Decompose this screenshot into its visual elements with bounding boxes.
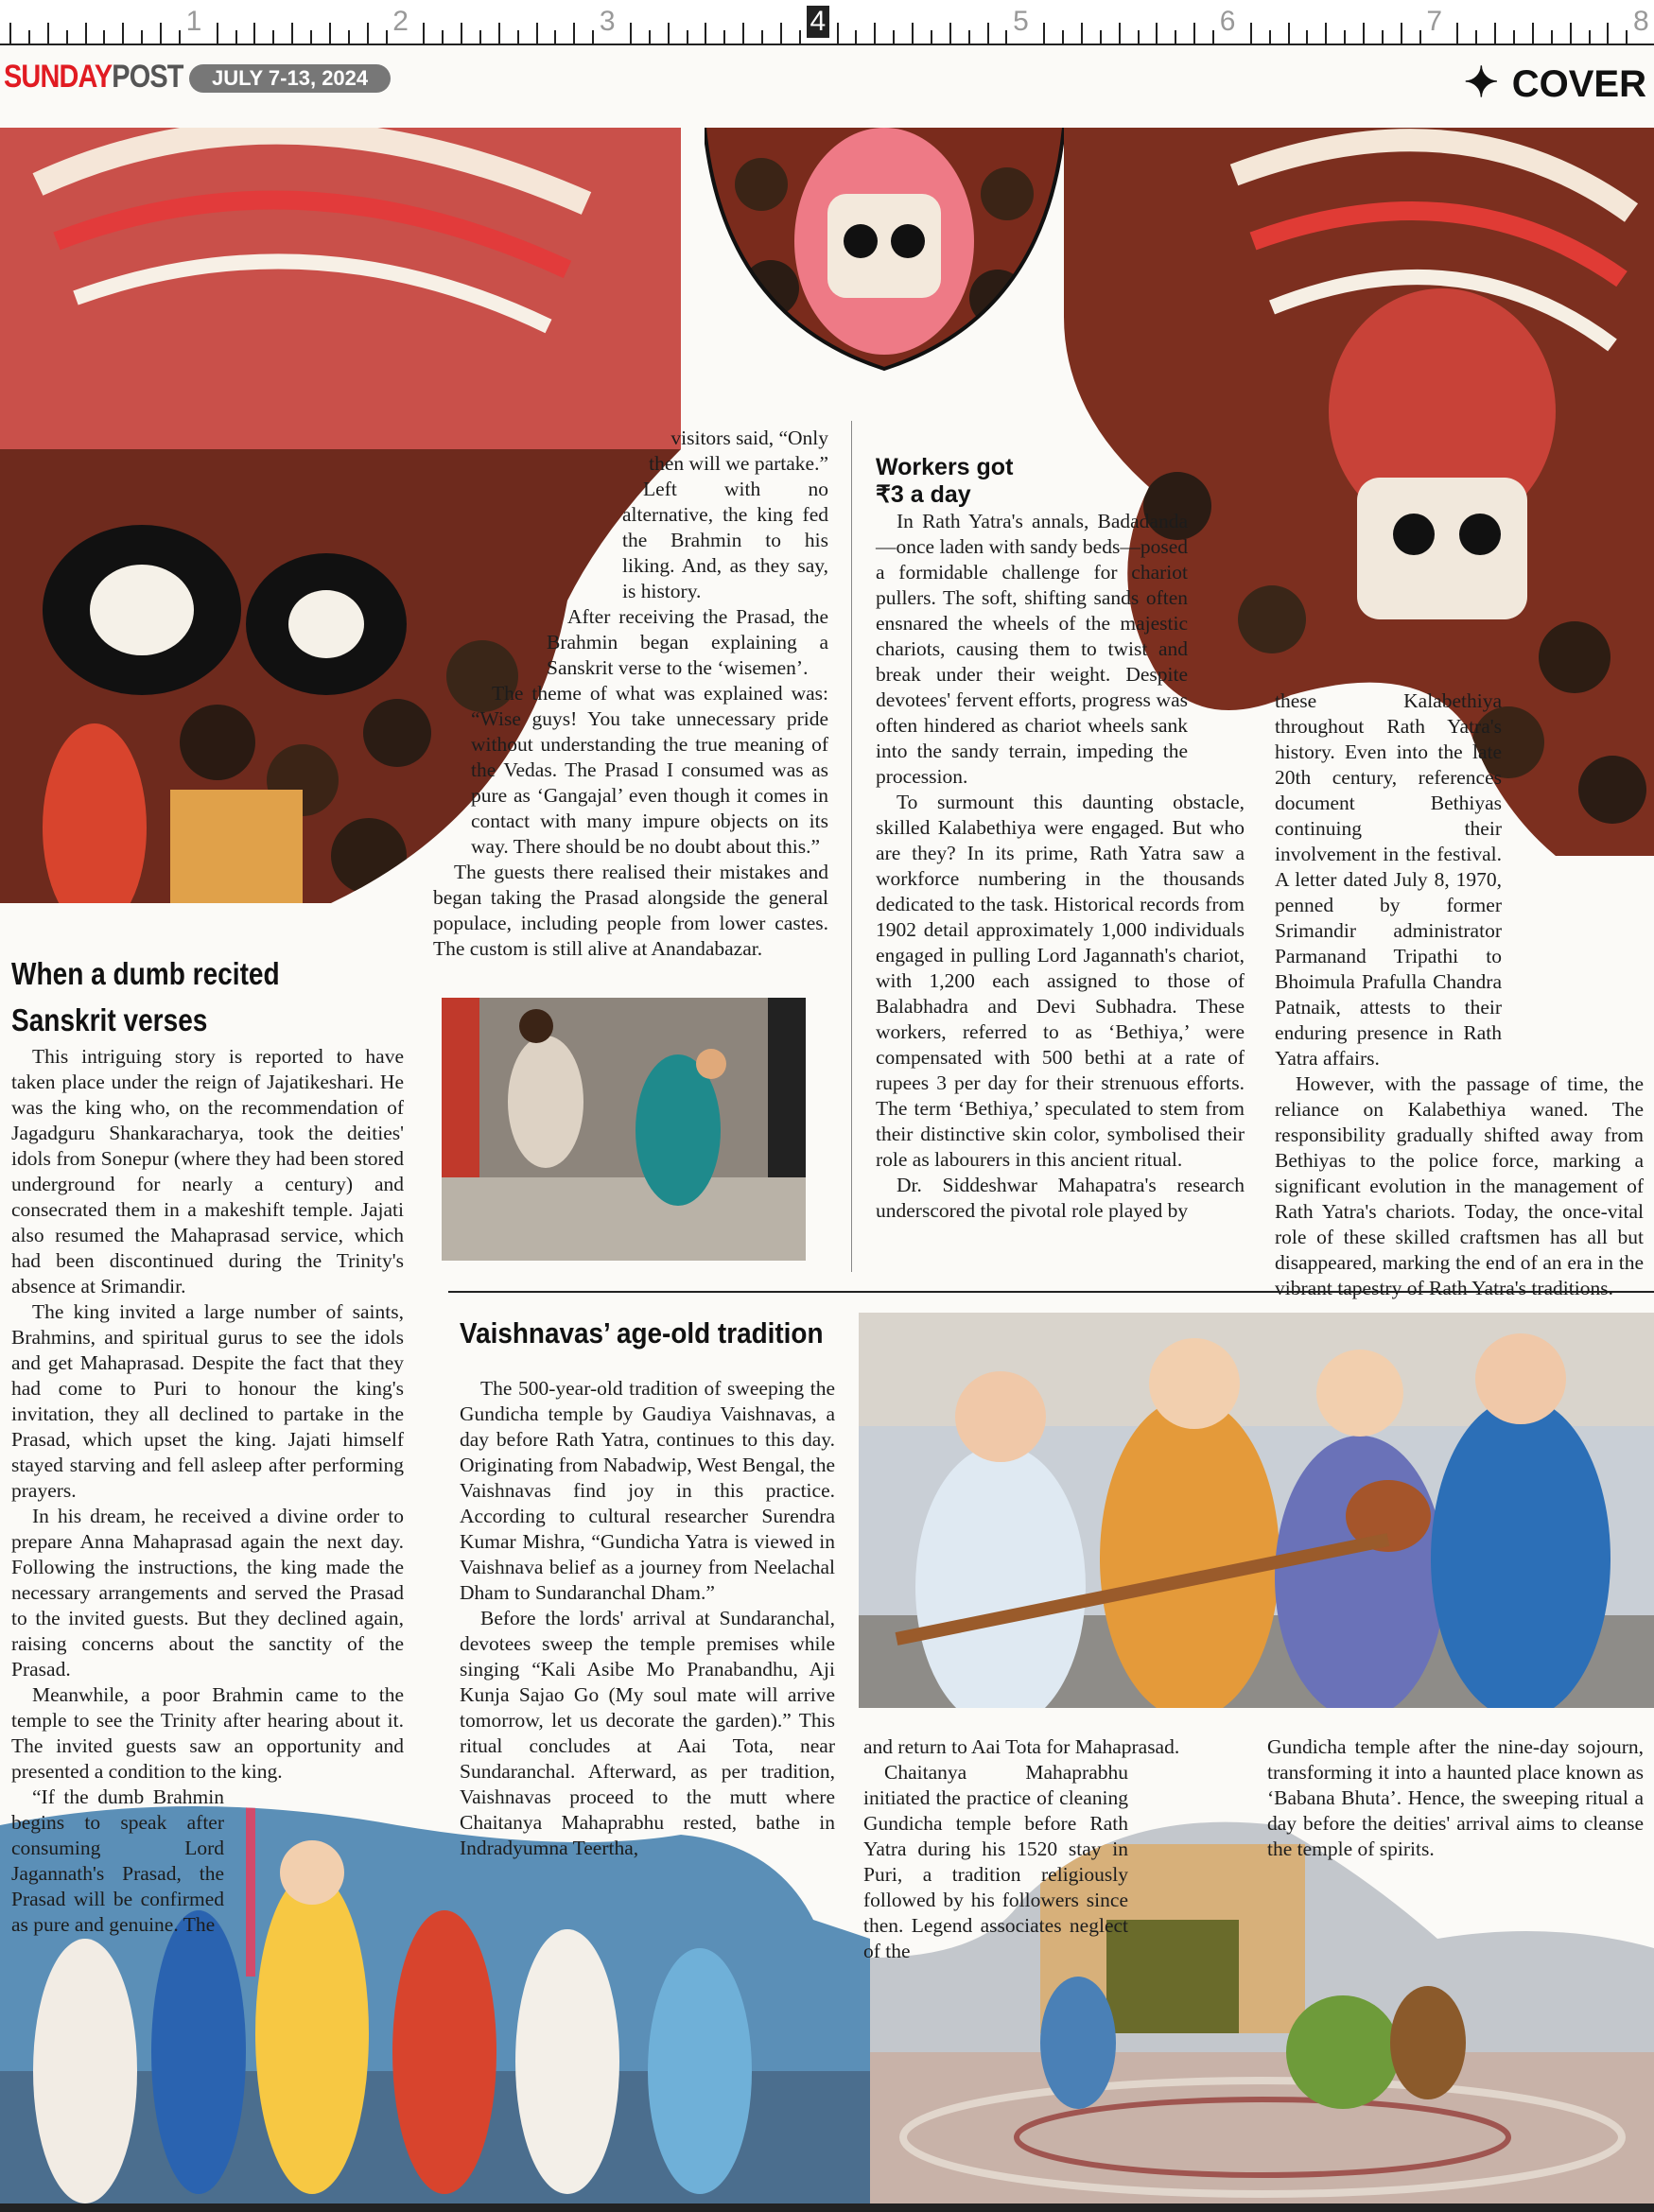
ruler-tick: [1119, 23, 1121, 44]
ruler-tick: [103, 30, 105, 44]
ruler-tick: [217, 23, 218, 44]
ruler-tick: [386, 30, 388, 44]
brand-sunday: SUNDAY: [4, 59, 113, 95]
ruler-tick: [780, 23, 782, 44]
ruler-tick: [1607, 23, 1609, 44]
ruler-number: 6: [1219, 6, 1236, 37]
ruler-tick: [1589, 30, 1591, 44]
ruler-number: 2: [392, 6, 409, 37]
ruler-tick: [235, 30, 237, 44]
ruler-tick: [160, 23, 162, 44]
paragraph: Gundicha temple after the nine-day sojourn, transforming it into a haunted place known as ‘Babana Bhuta’. Hence, the sweeping ritual a day before the deities' arrival aims to cleanse the temple of spirits.: [1267, 1735, 1644, 1860]
ruler-number: 1: [185, 6, 202, 37]
brand-post: POST: [112, 59, 183, 95]
paragraph: In Rath Yatra's annals, Badadanda—once laden with sandy beds—posed a formidable challenge for chariot pullers. The soft, shifting sands often ensnared the wheels of the majestic chariots, causing them to twist and break under their weight. Despite devotees' fervent efforts, progress was often hindered as chariot wheels sank into the sandy terrain, impeding the procession.: [876, 510, 1188, 788]
ruler-tick: [1081, 23, 1083, 44]
ruler-tick: [837, 23, 839, 44]
column-vaishnavas-3: [1267, 1734, 1644, 1862]
section-name: COVER: [1511, 63, 1646, 105]
ruler-tick: [1401, 23, 1402, 44]
ruler-tick: [1100, 30, 1102, 44]
paragraph: “If the dumb Brahmin begins to speak after consuming Lord Jagannath's Prasad, the Prasad will be confirmed as pure and genuine. The: [11, 1785, 224, 1936]
ruler-tick: [28, 30, 30, 44]
heading-line: Workers got: [876, 454, 1014, 480]
ruler-tick: [461, 23, 462, 44]
ruler-tick: [1193, 23, 1195, 44]
paragraph: Left with no alternative, the king fed the Brahmin to his liking. And, as they say, is history.: [622, 478, 828, 602]
paragraph: Meanwhile, a poor Brahmin came to the temple to see the Trinity after hearing about it. The invited guests saw an opportunity and presented a condition to the king.: [11, 1683, 404, 1783]
ruler-tick: [987, 23, 989, 44]
ruler-tick: [517, 30, 519, 44]
paragraph: The theme of what was explained was: “Wise guys! You take unnecessary pride without understanding the true meaning of the Vedas. The Prasad I consumed was as pure as ‘Gangajal’ even though it comes in contact with many impure objects on its way. There should be no doubt about this.”: [471, 682, 828, 858]
ruler-tick: [1382, 30, 1384, 44]
ruler-tick: [1175, 30, 1176, 44]
ruler-tick: [367, 23, 369, 44]
ruler-tick: [630, 23, 632, 44]
ruler-tick: [310, 30, 312, 44]
brand-logo: [4, 59, 183, 96]
issue-date: JULY 7-13, 2024: [189, 64, 391, 93]
ruler-tick: [949, 23, 951, 44]
section-label: [1464, 59, 1646, 107]
ruler-tick: [141, 30, 143, 44]
ruler-tick: [348, 30, 350, 44]
paragraph: Dr. Siddeshwar Mahapatra's research underscored the pivotal role played by: [876, 1174, 1245, 1222]
heading-dumb-brahmin: [11, 950, 349, 1043]
ruler-tick: [1288, 23, 1290, 44]
column-vaishnavas: [460, 1376, 835, 1861]
ruler-tick: [1212, 30, 1214, 44]
paragraph: these Kalabethiya throughout Rath Yatra's history. Even into the late 20th century, references document Bethiyas continuing their involvement in the festival. A letter dated July 8, 1970, penned by former Srimandir administrator Parmanand Tripathi to Bhoimula Prafulla Chandra Patnaik, attests to their enduring presence in Rath Yatra affairs.: [1275, 689, 1502, 1070]
ruler-tick: [423, 23, 425, 44]
ruler-tick: [874, 23, 876, 44]
ruler-tick: [931, 30, 932, 44]
ruler-tick: [1363, 23, 1365, 44]
ruler-tick: [1138, 30, 1140, 44]
ruler-tick: [1513, 30, 1515, 44]
ruler-tick: [47, 23, 49, 44]
ruler-tick: [687, 30, 688, 44]
heading-line: ₹3 a day: [876, 481, 971, 508]
paragraph: In his dream, he received a divine order to prepare Anna Mahaprasad again the next day. Following the instructions, the king made the necessary arrangements and served the Prasad to the invited guests. But they declined again, raising concerns about the sanctity of the Prasad.: [11, 1505, 404, 1681]
ruler-tick: [1532, 23, 1534, 44]
ruler-tick: [1570, 23, 1572, 44]
compass-star-icon: ✦: [1463, 60, 1499, 106]
ruler-tick: [912, 23, 914, 44]
ruler-tick: [479, 30, 481, 44]
ruler-tick: [1419, 30, 1421, 44]
ruler-tick: [723, 30, 725, 44]
photo-deity-circle: [705, 128, 1064, 374]
ruler-tick: [85, 23, 87, 44]
ruler-number: 3: [599, 6, 616, 37]
column-workers: [876, 509, 1245, 1224]
ruler-tick: [573, 23, 575, 44]
ruler-tick: [592, 30, 594, 44]
ruler-tick: [1551, 30, 1553, 44]
ruler-tick: [1269, 30, 1271, 44]
page-ruler: [0, 0, 1654, 45]
ruler-tick: [1626, 30, 1628, 44]
ruler-number: 8: [1633, 6, 1649, 37]
ruler-number: 7: [1426, 6, 1443, 37]
ruler-tick: [498, 23, 500, 44]
ruler-tick: [9, 23, 11, 44]
masthead: [0, 55, 1654, 104]
heading-line: When a dumb recited: [11, 956, 280, 991]
ruler-tick: [705, 23, 706, 44]
ruler-tick: [1306, 30, 1308, 44]
ruler-tick: [1325, 23, 1327, 44]
ruler-tick: [855, 30, 857, 44]
ruler-tick: [1456, 23, 1458, 44]
ruler-tick: [668, 23, 670, 44]
ruler-tick: [122, 23, 124, 44]
ruler-tick: [272, 30, 274, 44]
column-dumb-continued: [433, 426, 828, 962]
column-workers-continued: [1275, 688, 1644, 1301]
ruler-tick: [329, 23, 331, 44]
paragraph: and return to Aai Tota for Mahaprasad.: [863, 1735, 1180, 1758]
paragraph: The guests there realised their mistakes and began taking the Prasad alongside the general populace, including people from lower castes. The custom is still alive at Anandabazar.: [433, 861, 828, 960]
ruler-tick: [649, 30, 651, 44]
ruler-tick: [1494, 23, 1496, 44]
ruler-tick: [1250, 23, 1252, 44]
paragraph: However, with the passage of time, the reliance on Kalabethiya waned. The responsibility gradually shifted away from Bethiyas to the police force, marking a significant evolution in the management of Rath Yatra's chariots. Today, the once-vital role of these skilled craftsmen has all but disappeared, marking the end of an era in the vibrant tapestry of Rath Yatra's traditions.: [1275, 1072, 1644, 1299]
ruler-tick: [1156, 23, 1158, 44]
paragraph: This intriguing story is reported to have taken place under the reign of Jajatikeshari. He was the king who, on the recommendation of Jagadguru Shankaracharya, took the deities' idols from Sonepur (where they had been stored underground for nearly a century) and consecrated them in a makeshift temple. Jajati also resumed the Mahaprasad service, which had been discontinued during the Trinity's absence at Srimandir.: [11, 1045, 404, 1298]
heading-line: Sanskrit verses: [11, 1002, 208, 1037]
ruler-tick: [536, 23, 538, 44]
ruler-tick: [1475, 30, 1477, 44]
photo-sweeping-small: [442, 998, 806, 1261]
column-dumb-story: [11, 1044, 404, 1938]
ruler-tick: [253, 23, 255, 44]
ruler-number: 5: [1013, 6, 1029, 37]
heading-workers: [876, 454, 1131, 509]
heading-vaishnavas: Vaishnavas’ age-old tradition: [460, 1316, 824, 1350]
ruler-tick: [1344, 30, 1346, 44]
column-vaishnavas-2: [863, 1734, 1223, 1964]
paragraph: visitors said, “Only then will we partake.”: [649, 427, 828, 475]
paragraph: To surmount this daunting obstacle, skilled Kalabethiya were engaged. But who are they? In its prime, Rath Yatra saw a workforce numbering in the thousands dedicated to the task. Historical records from 1902 detail approximately 1,000 individuals engaged in pulling Lord Jagannath's chariot, with 1,200 each assigned to those of Balabhadra and Devi Subhadra. These workers, referred to as ‘Bethiya,’ were compensated with 500 bethi at a rate of rupees 3 per day for their strenuous efforts. The term ‘Bethiya,’ speculated to stem from their distinctive skin color, symbolised their role as labourers in this ancient ritual.: [876, 791, 1245, 1171]
paragraph: Chaitanya Mahaprabhu initiated the practice of cleaning Gundicha temple before Rath Yatra during his 1520 stay in Puri, a tradition religiously followed by his followers since then. Legend associates neglect of the: [863, 1761, 1128, 1962]
ruler-tick: [291, 23, 293, 44]
ruler-tick: [179, 30, 181, 44]
ruler-tick: [742, 23, 744, 44]
paragraph: The king invited a large number of saints, Brahmins, and spiritual gurus to see the idols and get Mahaprasad. Despite the fact that they had come to Puri to honour the king's invitation, they all declined to partake in the Prasad, which upset the king. Jajati himself stayed starving and fell asleep after performing prayers.: [11, 1300, 404, 1502]
paragraph: Before the lords' arrival at Sundaranchal, devotees sweep the temple premises while singing “Kali Asibe Mo Pranabandhu, Aji Kunja Sajao Go (My soul mate will arrive tomorrow, let us decorate the garden).” This ritual concludes at Aai Tota, near Sundaranchal. Afterward, as per tradition, Vaishnavas proceed to the mutt where Chaitanya Mahaprabhu rested, bathe in Indradyumna Teertha,: [460, 1607, 835, 1859]
photo-vaishnava-women: [859, 1313, 1654, 1708]
ruler-tick: [554, 30, 556, 44]
ruler-tick: [968, 30, 970, 44]
paragraph: The 500-year-old tradition of sweeping the Gundicha temple by Gaudiya Vaishnavas, a day before Rath Yatra, continues to this day. Originating from Nabadwip, West Bengal, the Vaishnavas find joy in this practice. According to cultural researcher Surendra Kumar Mishra, “Gundicha Yatra is viewed in Vaishnava belief as a journey from Neelachal Dham to Sundaranchal Dham.”: [460, 1377, 835, 1604]
column-rule: [851, 421, 852, 1272]
ruler-tick: [799, 30, 801, 44]
paragraph: After receiving the Prasad, the Brahmin began explaining a Sanskrit verse to the ‘wisemen’.: [547, 605, 828, 679]
ruler-tick: [893, 30, 895, 44]
ruler-tick: [1043, 23, 1045, 44]
ruler-tick: [1005, 30, 1007, 44]
bottom-rule: [0, 2203, 1654, 2212]
ruler-tick: [1062, 30, 1064, 44]
ruler-tick: [761, 30, 763, 44]
ruler-number: 4: [807, 6, 830, 38]
ruler-tick: [442, 30, 444, 44]
ruler-tick: [66, 30, 68, 44]
